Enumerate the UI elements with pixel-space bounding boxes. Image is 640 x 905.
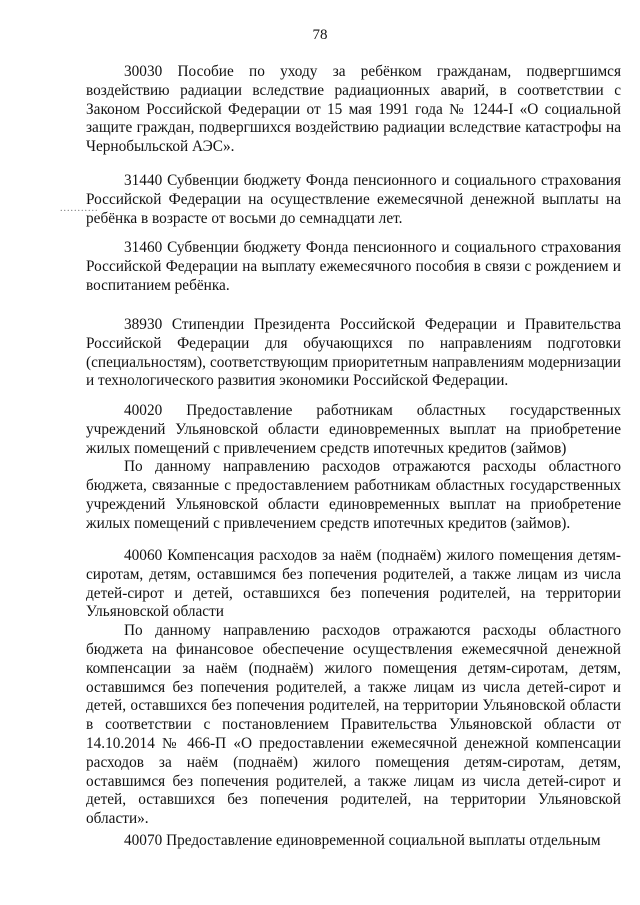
paragraph-31440 [86, 172, 621, 228]
paragraph-text: 30030 Пособие по уходу за ребёнком гражданам, подвергшимся воздействию радиации вследствие радиационных аварий, в соответствии с Законом Российской Федерации от 15 мая 1991 года № 1244-I «О социальной защите граждан, подвергшихся воздействию радиации вследствие катастрофы на Чернобыльской АЭС». [86, 63, 621, 156]
paragraph-30030 [86, 63, 621, 157]
scan-artifact: ........... [60, 203, 99, 214]
paragraph-31460 [86, 239, 621, 295]
paragraph-text: 31460 Субвенции бюджету Фонда пенсионного и социального страхования Российской Федерации на выплату ежемесячного пособия в связи с рождением и воспитанием ребёнка. [86, 239, 621, 294]
paragraph-40070 [86, 832, 621, 851]
paragraph-text: 40070 Предоставление единовременной социальной выплаты отдельным [124, 832, 601, 849]
paragraph-40020 [86, 402, 621, 534]
paragraph-40060 [86, 547, 621, 829]
paragraph-text: 31440 Субвенции бюджету Фонда пенсионного и социального страхования Российской Федерации на осуществление ежемесячной денежной выплаты на ребёнка в возрасте от восьми до семнадцати лет. [86, 172, 621, 227]
paragraph-text: По данному направлению расходов отражаются расходы областного бюджета на финансовое обеспечение осуществления ежемесячной денежной компенсации за наём (поднаём) жилого помещения детям-сиротам, детям, оставшимся без попечения родителей, а также лицам из числа детей-сирот и детей, оставшихся без попечения родителей, на территории Ульяновской области в соответствии с постановлением Правительства Ульяновской области от 14.10.2014 № 466-П «О предоставлении ежемесячной денежной компенсации расходов за наём (поднаём) жилого помещения детям-сиротам, детям, оставшимся без попечения родителей, а также лицам из числа детей-сирот и детей, оставшихся без попечения родителей, на территории Ульяновской области». [86, 622, 621, 828]
page-number: 78 [312, 27, 328, 43]
paragraph-text: По данному направлению расходов отражаются расходы областного бюджета, связанные с предоставлением работникам областных государственных учреждений Ульяновской области единовременных выплат на приобретение жилых помещений с привлечением средств ипотечных кредитов (займов). [86, 458, 621, 532]
paragraph-38930 [86, 316, 621, 391]
paragraph-text: 38930 Стипендии Президента Российской Федерации и Правительства Российской Федерации для обучающихся по направлениям подготовки (специальностям), соответствующим приоритетным направлениям модернизации и технологического развития экономики Российской Федерации. [86, 316, 621, 390]
paragraph-text: 40020 Предоставление работникам областных государственных учреждений Ульяновской области единовременных выплат на приобретение жилых помещений с привлечением средств ипотечных кредитов (займов) [86, 402, 621, 457]
paragraph-text: 40060 Компенсация расходов за наём (поднаём) жилого помещения детям-сиротам, детям, оставшимся без попечения родителей, а также лицам из числа детей-сирот и детей, оставшихся без попечения родителей, на территории Ульяновской области [86, 547, 621, 621]
